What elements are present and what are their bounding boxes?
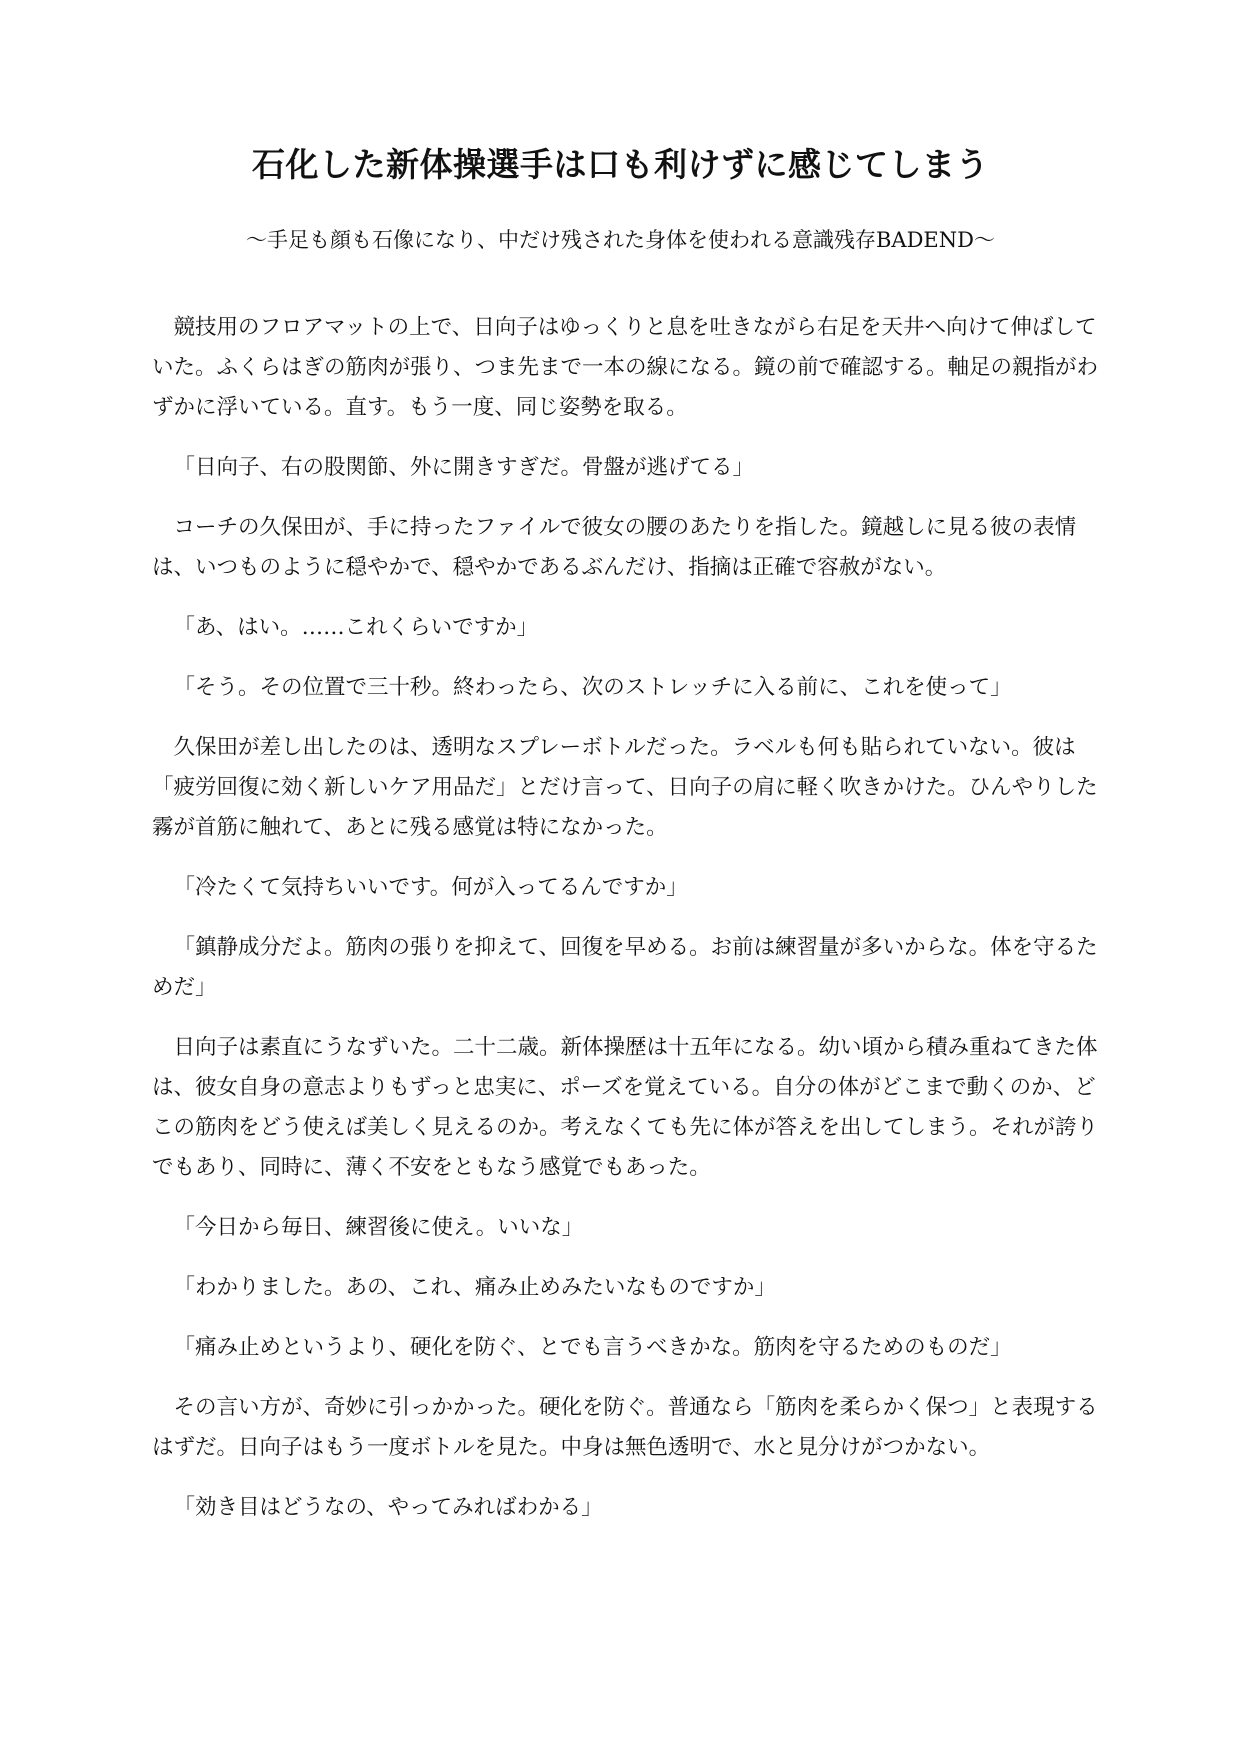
paragraph: 「今日から毎日、練習後に使え。いいな」 (173, 1215, 584, 1240)
paragraph: 競技用のフロアマットの上で、日向子はゆっくりと息を吐きながら右足を天井へ向けて伸ばしていた。ふくらはぎの筋肉が張り、つま先まで一本の線になる。鏡の前で確認する。軸足の親指がわずかに浮いている。直す。もう一度、同じ姿勢を取る。 (152, 315, 1099, 420)
paragraph: 「冷たくて気持ちいいです。何が入ってるんですか」 (173, 875, 688, 900)
paragraph: 日向子は素直にうなずいた。二十二歳。新体操歴は十五年になる。幼い頃から積み重ねてきた体は、彼女自身の意志よりもずっと忠実に、ポーズを覚えている。自分の体がどこまで動くのか、どこの筋肉をどう使えば美しく見えるのか。考えなくても先に体が答えを出してしまう。それが誇りでもあり、同時に、薄く不安をともなう感覚でもあった。 (152, 1035, 1099, 1180)
document-subtitle: 〜手足も顔も石像になり、中だけ残された身体を使われる意識残存BADEND〜 (246, 228, 995, 252)
paragraph: 「鎮静成分だよ。筋肉の張りを抑えて、回復を早める。お前は練習量が多いからな。体を守るためだ」 (152, 935, 1098, 1000)
document-title: 石化した新体操選手は口も利けずに感じてしまう (252, 145, 989, 184)
document-body (152, 308, 1098, 1548)
paragraph: 「わかりました。あの、これ、痛み止めみたいなものですか」 (173, 1275, 776, 1300)
paragraph: 「効き目はどうなの、やってみればわかる」 (173, 1495, 603, 1520)
paragraph: 久保田が差し出したのは、透明なスプレーボトルだった。ラベルも何も貼られていない。彼は「疲労回復に効く新しいケア用品だ」とだけ言って、日向子の肩に軽く吹きかけた。ひんやりした霧が首筋に触れて、あとに残る感覚は特になかった。 (152, 735, 1098, 840)
paragraph: その言い方が、奇妙に引っかかった。硬化を防ぐ。普通なら「筋肉を柔らかく保つ」と表現するはずだ。日向子はもう一度ボトルを見た。中身は無色透明で、水と見分けがつかない。 (152, 1395, 1098, 1460)
paragraph: コーチの久保田が、手に持ったファイルで彼女の腰のあたりを指した。鏡越しに見る彼の表情は、いつものように穏やかで、穏やかであるぶんだけ、指摘は正確で容赦がない。 (152, 515, 1077, 580)
paragraph: 「あ、はい。……これくらいですか」 (173, 615, 539, 640)
paragraph: 「痛み止めというより、硬化を防ぐ、とでも言うべきかな。筋肉を守るためのものだ」 (173, 1335, 1012, 1360)
paragraph: 「日向子、右の股関節、外に開きすぎだ。骨盤が逃げてる」 (173, 455, 755, 480)
paragraph: 「そう。その位置で三十秒。終わったら、次のストレッチに入る前に、これを使って」 (173, 675, 1012, 700)
